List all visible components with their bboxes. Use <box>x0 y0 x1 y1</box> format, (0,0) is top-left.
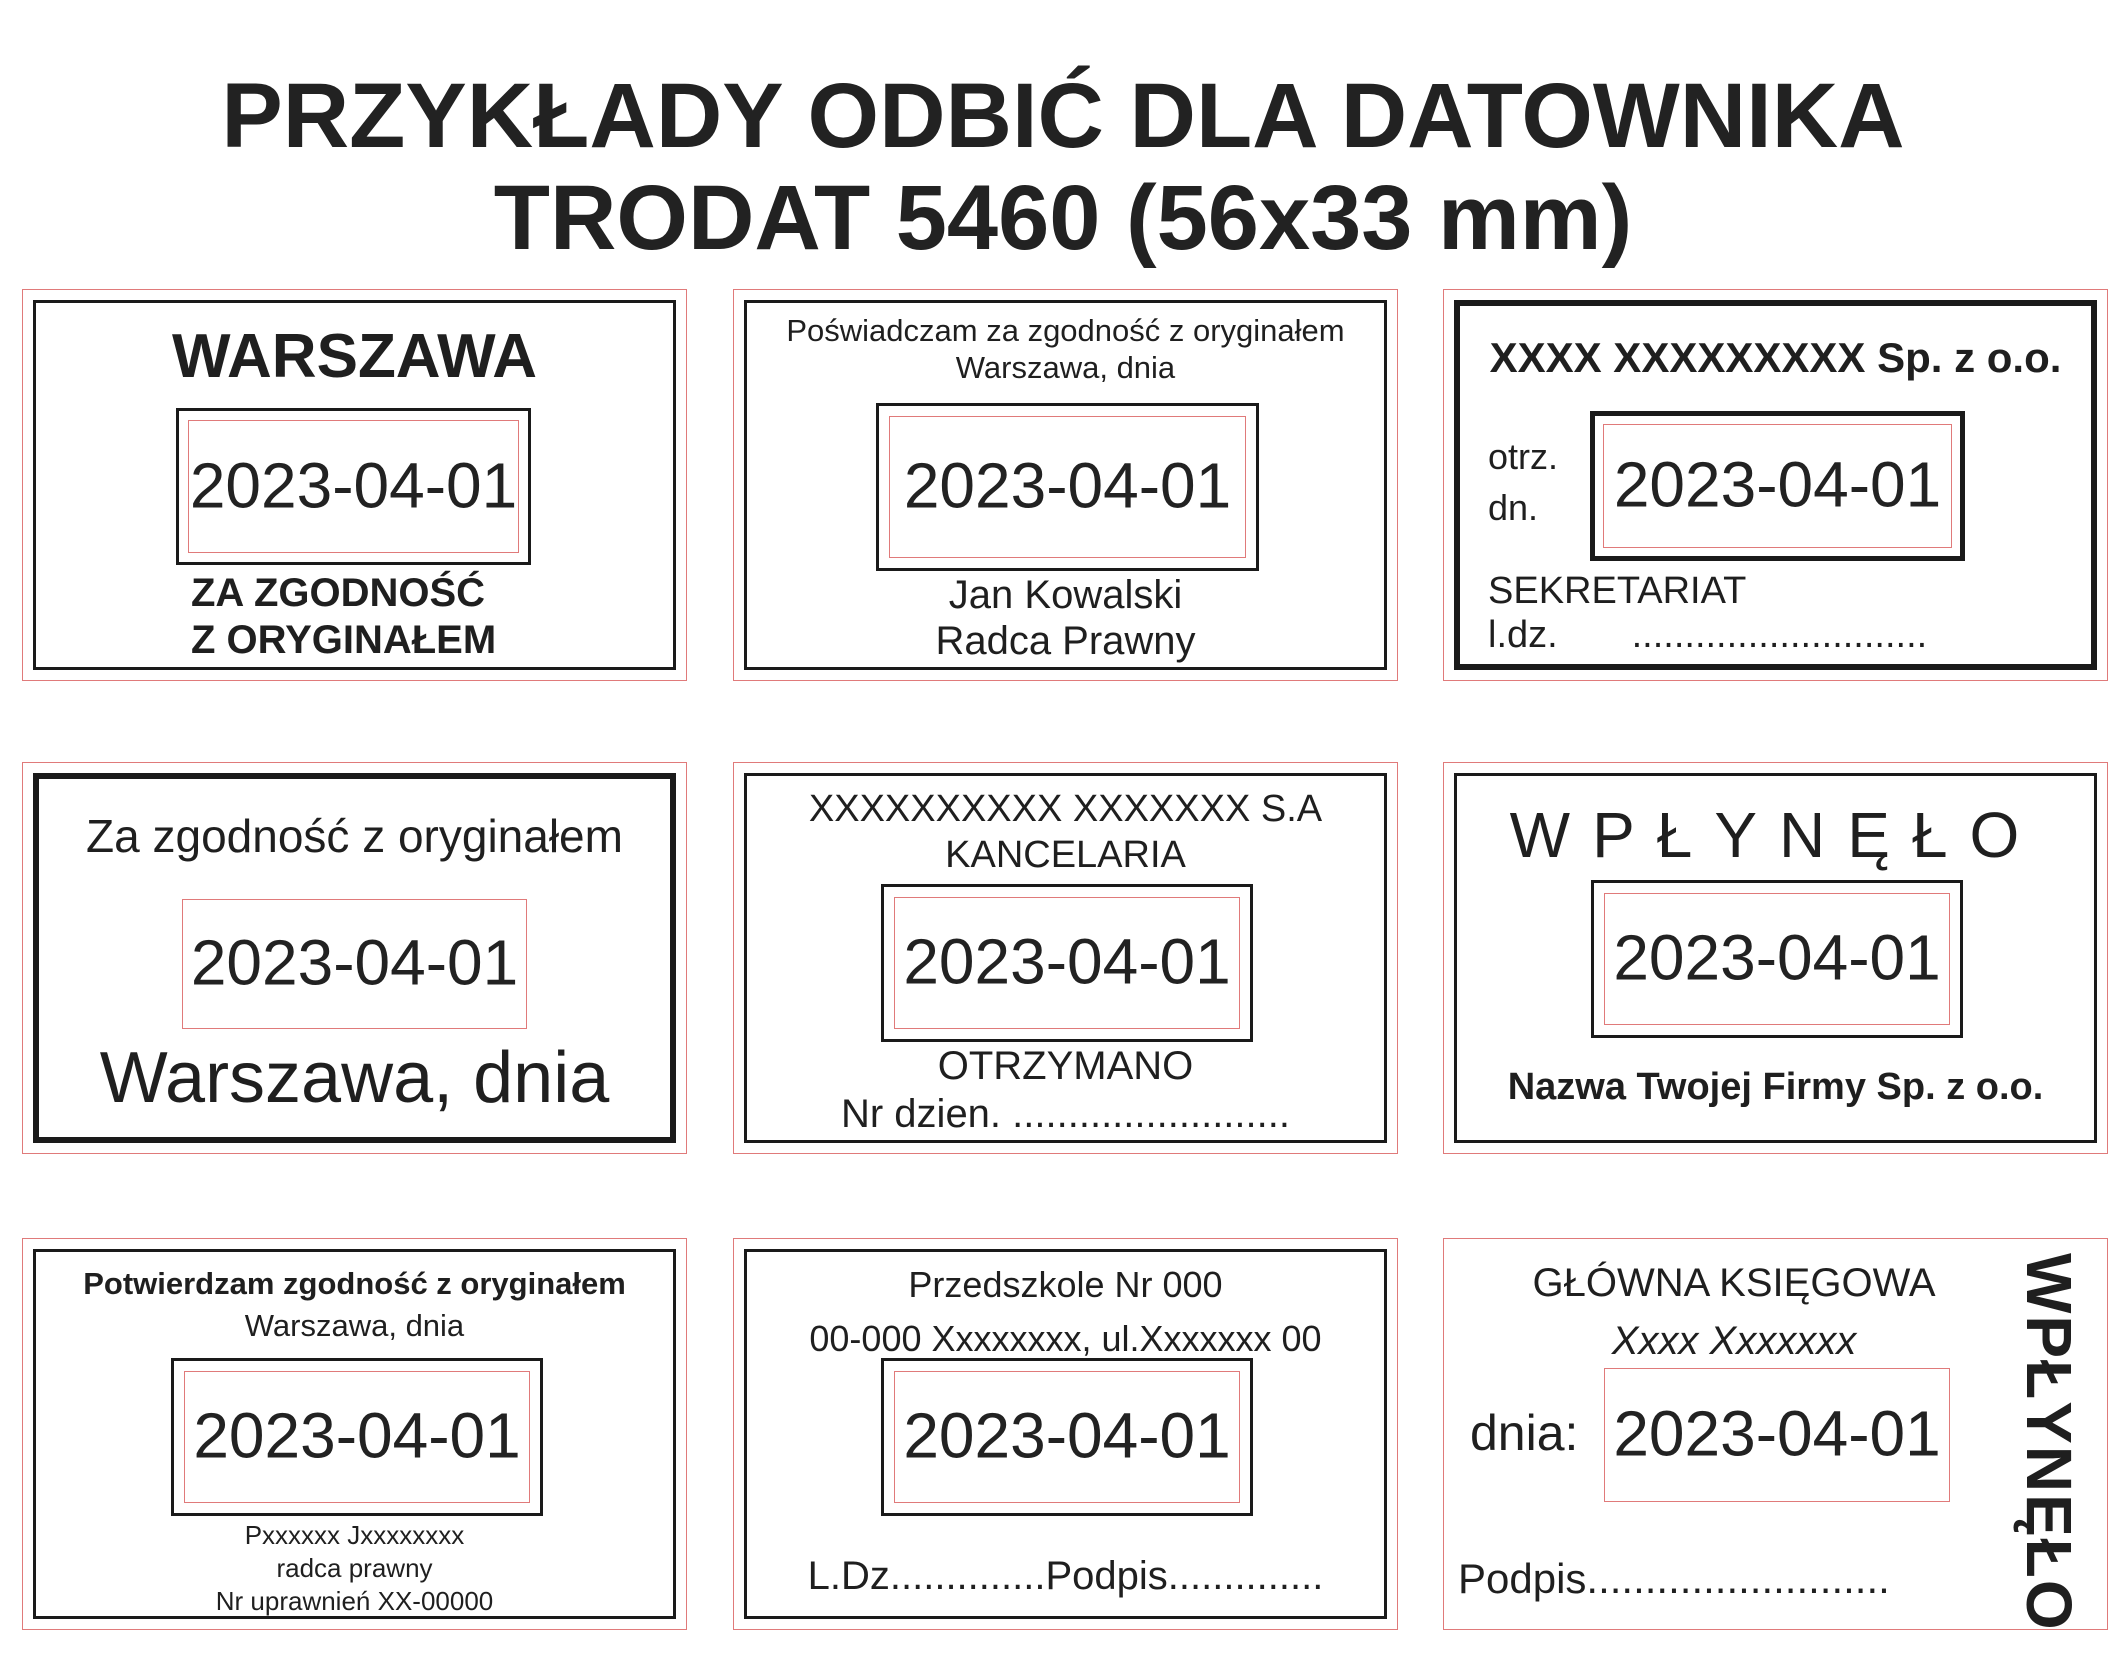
stamp-2-bottom-line2: Radca Prawny <box>935 619 1196 663</box>
stamp-7-top-line1: Potwierdzam zgodność z oryginałem <box>83 1266 626 1301</box>
stamp-3-card <box>1443 289 2108 681</box>
stamp-3-frame <box>1454 300 2097 670</box>
stamp-2-date-box <box>876 403 1259 571</box>
stamp-6-bottom-text: Nazwa Twojej Firmy Sp. z o.o. <box>1507 1066 2044 1108</box>
stamp-4-bottom-text: Warszawa, dnia <box>99 1038 610 1118</box>
stamp-6-frame <box>1454 773 2097 1143</box>
stamp-2-top-line1: Poświadczam za zgodność z oryginałem <box>786 313 1345 348</box>
stamp-3-left-line2: dn. <box>1488 487 1539 528</box>
stamp-7-top-line2: Warszawa, dnia <box>244 1308 465 1343</box>
stamp-5-date-box <box>881 884 1253 1042</box>
stamp-1-top-text: WARSZAWA <box>171 322 538 391</box>
stamp-6-date-box <box>1591 880 1963 1038</box>
stamp-2-bottom-line1: Jan Kowalski <box>948 573 1183 617</box>
stamp-7-date: 2023-04-01 <box>193 1399 521 1472</box>
stamp-2-top-line2: Warszawa, dnia <box>955 350 1176 385</box>
page-title-line2: TRODAT 5460 (56x33 mm) <box>493 167 1633 269</box>
stamp-5-date: 2023-04-01 <box>903 925 1231 998</box>
stamp-5-top-line2: KANCELARIA <box>945 834 1186 876</box>
stamp-3-top-text: XXXX XXXXXXXXX Sp. z o.o. <box>1489 334 2062 381</box>
stamp-1-date-inner <box>188 420 519 553</box>
stamp-5-frame <box>744 773 1387 1143</box>
stamp-8-date: 2023-04-01 <box>903 1399 1231 1472</box>
stamp-2-frame <box>744 300 1387 670</box>
stamp-5-bottom-line2: Nr dzien. ......................... <box>840 1092 1290 1136</box>
stamp-8-top-line1: Przedszkole Nr 000 <box>908 1264 1223 1305</box>
stamp-3-date-inner <box>1603 424 1952 548</box>
stamp-4-card <box>22 762 687 1154</box>
stamp-1-card <box>22 289 687 681</box>
stamp-5-card <box>733 762 1398 1154</box>
stamp-8-bottom-text: L.Dz..............Podpis.............. <box>807 1554 1324 1598</box>
stamp-9-vertical-text: WPŁYNĘŁO <box>2013 1253 2085 1632</box>
stamp-7-date-box <box>171 1358 543 1516</box>
stamp-7-date-inner <box>184 1371 530 1503</box>
stamp-3-left-line1: otrz. <box>1488 436 1559 477</box>
stamp-1-bottom-line2: Z ORYGINAŁEM <box>191 618 497 662</box>
stamp-8-frame <box>744 1249 1387 1619</box>
stamp-6-date: 2023-04-01 <box>1613 921 1941 994</box>
stamp-4-date-box <box>182 899 527 1029</box>
stamp-2-date-inner <box>889 416 1246 558</box>
stamp-9-top-line2: Xxxx Xxxxxxx <box>1611 1319 1857 1363</box>
stamp-6-top-text: WPŁYNĘŁO <box>1509 799 2042 871</box>
stamp-3-date-box <box>1590 411 1965 561</box>
stamp-2-date: 2023-04-01 <box>903 449 1232 522</box>
stamp-9-card <box>1443 1238 2108 1630</box>
stamp-4-top-text: Za zgodność z oryginałem <box>86 810 623 862</box>
stamp-4-frame <box>33 773 676 1143</box>
stamp-1-date: 2023-04-01 <box>189 449 518 522</box>
stamp-2-card <box>733 289 1398 681</box>
stamp-7-frame <box>33 1249 676 1619</box>
stamp-9-left-label: dnia: <box>1470 1405 1579 1461</box>
stamp-5-top-line1: XXXXXXXXXX XXXXXXX S.A <box>808 788 1323 830</box>
stamp-8-top-line2: 00-000 Xxxxxxxx, ul.Xxxxxxx 00 <box>809 1318 1322 1359</box>
stamp-6-date-inner <box>1604 893 1950 1025</box>
stamp-7-bottom-line2: radca prawny <box>276 1553 433 1583</box>
stamp-1-date-box <box>176 408 531 565</box>
stamp-5-date-inner <box>894 897 1240 1029</box>
stamp-1-bottom-line1: ZA ZGODNOŚĆ <box>191 571 486 615</box>
stamp-3-date: 2023-04-01 <box>1613 448 1942 521</box>
stamp-3-bottom-line1: SEKRETARIAT <box>1488 570 1747 612</box>
stamp-7-card <box>22 1238 687 1630</box>
page-title-line1: PRZYKŁADY ODBIĆ DLA DATOWNIKA <box>221 65 1905 167</box>
stamp-3-bottom-line2: l.dz. ............................ <box>1488 614 1928 656</box>
stamp-7-bottom-line1: Pxxxxxx Jxxxxxxxx <box>244 1520 465 1550</box>
stamp-9-bottom-text: Podpis.......................... <box>1458 1555 1890 1602</box>
stamp-8-date-inner <box>894 1371 1240 1503</box>
stamp-8-date-box <box>881 1358 1253 1516</box>
stamp-1-frame <box>33 300 676 670</box>
stamp-7-bottom-line3: Nr uprawnień XX-00000 <box>215 1586 494 1616</box>
stamp-4-date: 2023-04-01 <box>190 926 519 999</box>
stamp-6-card <box>1443 762 2108 1154</box>
stamp-9-top-line1: GŁÓWNA KSIĘGOWA <box>1532 1261 1936 1305</box>
stamp-5-bottom-line1: OTRZYMANO <box>937 1044 1194 1088</box>
stamp-8-card <box>733 1238 1398 1630</box>
stamp-9-date-box <box>1604 1368 1950 1502</box>
stamp-9-date: 2023-04-01 <box>1613 1397 1941 1470</box>
